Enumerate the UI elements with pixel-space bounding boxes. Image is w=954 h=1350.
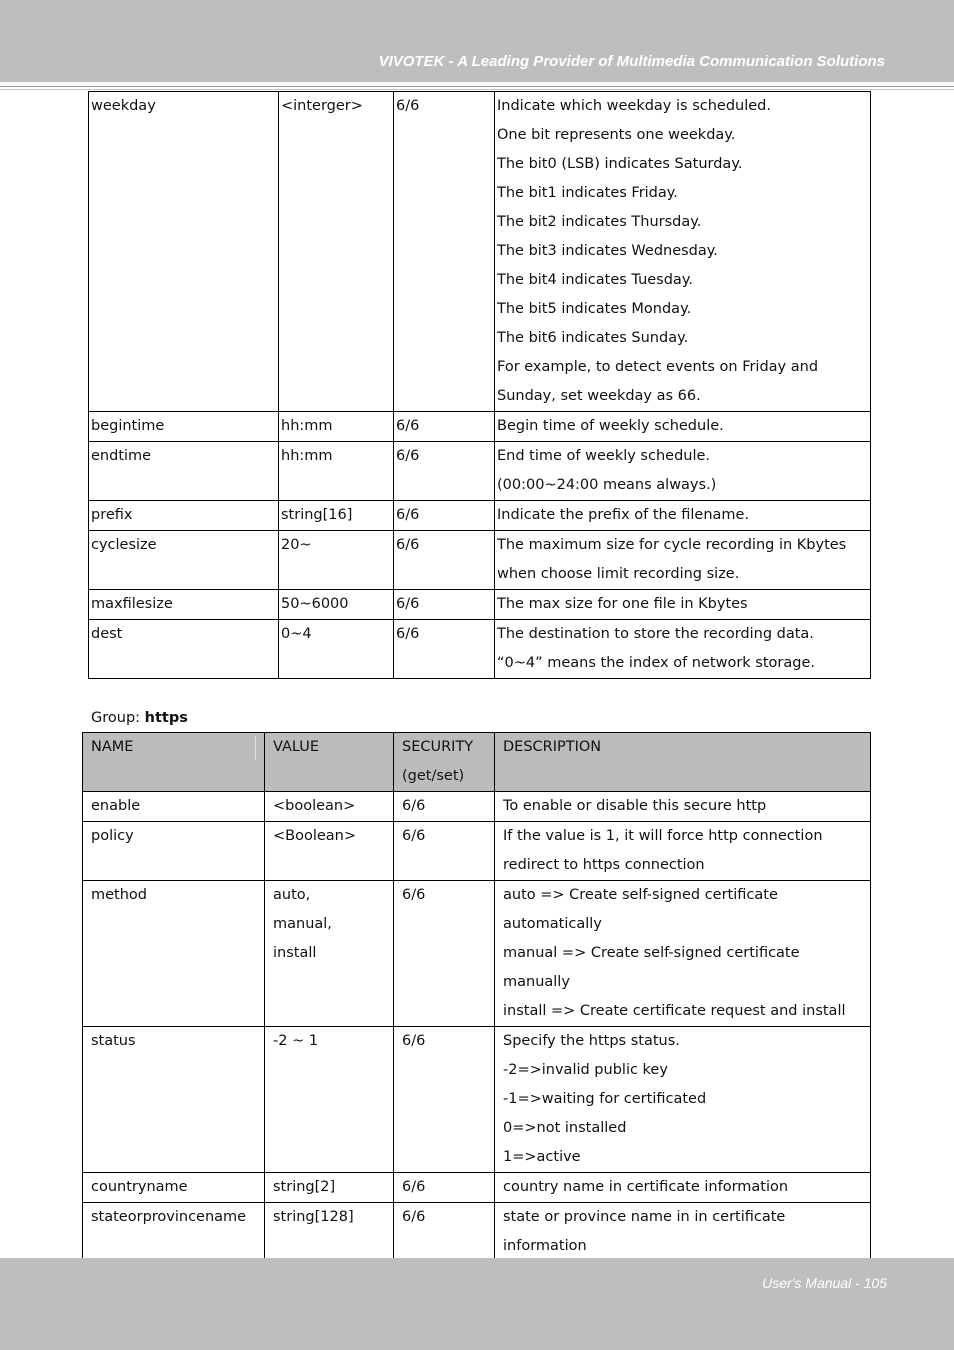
cell-name xyxy=(83,792,265,822)
cell-name xyxy=(89,590,279,620)
cell-security xyxy=(394,792,495,822)
group-name: https xyxy=(144,710,188,726)
cell-name-text: enable xyxy=(91,798,141,814)
cell-security-text: 6/6 xyxy=(396,596,420,612)
cell-description-text: “0~4” means the index of network storage. xyxy=(497,655,815,671)
cell-security xyxy=(394,92,495,412)
cell-description xyxy=(495,1203,871,1262)
cell-description-text: One bit represents one weekday. xyxy=(497,127,736,143)
header-divider-secondary xyxy=(0,89,954,90)
cell-description xyxy=(495,501,871,531)
cell-value-text: auto, xyxy=(273,887,311,903)
cell-security-text: 6/6 xyxy=(396,418,420,434)
cell-security-text: 6/6 xyxy=(396,537,420,553)
cell-description-text: The destination to store the recording data. xyxy=(497,626,814,642)
table-row xyxy=(89,442,871,501)
cell-security-text: 6/6 xyxy=(402,1209,426,1225)
cell-security xyxy=(394,620,495,679)
table-row xyxy=(89,501,871,531)
cell-security xyxy=(394,590,495,620)
cell-value-text: string[2] xyxy=(273,1179,336,1195)
cell-description xyxy=(495,881,871,1027)
header-title: VIVOTEK - A Leading Provider of Multimedia Communication Solutions xyxy=(378,53,885,70)
cell-security xyxy=(394,1203,495,1262)
cell-value xyxy=(265,881,394,1027)
table-row xyxy=(83,1203,871,1262)
table-row xyxy=(89,412,871,442)
cell-description-text: Indicate which weekday is scheduled. xyxy=(497,98,771,114)
cell-security-text: 6/6 xyxy=(396,98,420,114)
cell-description-text: manual => Create self-signed certificate xyxy=(503,945,800,961)
cell-description xyxy=(495,92,871,412)
cell-value xyxy=(265,1027,394,1173)
cell-name-text: maxfilesize xyxy=(91,596,173,612)
parameter-table-https xyxy=(82,732,871,1262)
cell-name-text: dest xyxy=(91,626,123,642)
group-label xyxy=(91,705,188,731)
cell-name-text: endtime xyxy=(91,448,152,464)
cell-description-text: -1=>waiting for certificated xyxy=(503,1091,707,1107)
cell-security xyxy=(394,1173,495,1203)
cell-description-text: The maximum size for cycle recording in Kbytes xyxy=(497,537,847,553)
cell-name-text: prefix xyxy=(91,507,133,523)
cell-name-text: weekday xyxy=(91,98,156,114)
cell-description-text: End time of weekly schedule. xyxy=(497,448,711,464)
cell-security xyxy=(394,501,495,531)
cell-description-text: The bit6 indicates Sunday. xyxy=(497,330,689,346)
cell-description-text: The bit0 (LSB) indicates Saturday. xyxy=(497,156,743,172)
page-number: User's Manual - 105 xyxy=(762,1275,887,1291)
cell-name xyxy=(83,1173,265,1203)
cell-value xyxy=(279,442,394,501)
cell-security xyxy=(394,1027,495,1173)
cell-value xyxy=(265,822,394,881)
cell-description-text: The max size for one file in Kbytes xyxy=(497,596,748,612)
cell-description-text: automatically xyxy=(503,916,602,932)
header-security: SECURITY (get/set) xyxy=(394,733,495,792)
cell-description xyxy=(495,531,871,590)
cell-security xyxy=(394,881,495,1027)
cell-value-text: string[16] xyxy=(281,507,353,523)
cell-description-text: information xyxy=(503,1238,587,1254)
cell-name-text: cyclesize xyxy=(91,537,157,553)
parameter-table-recording xyxy=(88,91,871,679)
cell-description-text: For example, to detect events on Friday and xyxy=(497,359,819,375)
cell-value-text: hh:mm xyxy=(281,418,333,434)
cell-description-text: 1=>active xyxy=(503,1149,581,1165)
cell-name-text: method xyxy=(91,887,147,903)
cell-description-text: To enable or disable this secure http xyxy=(503,798,767,814)
cell-value-text: install xyxy=(273,945,317,961)
cell-security-text: 6/6 xyxy=(396,448,420,464)
header-divider xyxy=(0,86,954,87)
cell-security-text: 6/6 xyxy=(402,887,426,903)
cell-description-text: when choose limit recording size. xyxy=(497,566,740,582)
cell-security-text: 6/6 xyxy=(402,1179,426,1195)
header-value: VALUE xyxy=(265,733,394,792)
cell-value-text: <boolean> xyxy=(273,798,356,814)
cell-value-text: manual, xyxy=(273,916,332,932)
table-row xyxy=(83,822,871,881)
cell-name-text: begintime xyxy=(91,418,165,434)
cell-description-text: install => Create certificate request and install xyxy=(503,1003,846,1019)
cell-security-text: 6/6 xyxy=(396,626,420,642)
cell-name xyxy=(83,1203,265,1262)
cell-description-text: state or province name in in certificate xyxy=(503,1209,786,1225)
cell-description xyxy=(495,412,871,442)
cell-description-text: The bit2 indicates Thursday. xyxy=(497,214,702,230)
cell-security-text: 6/6 xyxy=(402,1033,426,1049)
cell-description-text: auto => Create self-signed certificate xyxy=(503,887,778,903)
cell-description-text: manually xyxy=(503,974,570,990)
table-row xyxy=(89,620,871,679)
header-name: NAME xyxy=(83,733,265,792)
table-row xyxy=(89,92,871,412)
cell-value xyxy=(279,92,394,412)
cell-value xyxy=(279,501,394,531)
cell-description-text: Begin time of weekly schedule. xyxy=(497,418,724,434)
cell-description-text: If the value is 1, it will force http connection xyxy=(503,828,823,844)
cell-description xyxy=(495,620,871,679)
cell-description xyxy=(495,590,871,620)
cell-name-text: status xyxy=(91,1033,136,1049)
cell-description-text: redirect to https connection xyxy=(503,857,705,873)
cell-name xyxy=(83,822,265,881)
cell-value-text: -2 ~ 1 xyxy=(273,1033,319,1049)
cell-value xyxy=(279,620,394,679)
cell-description-text: Specify the https status. xyxy=(503,1033,680,1049)
cell-security xyxy=(394,822,495,881)
cell-name xyxy=(83,1027,265,1173)
cell-description-text: -2=>invalid public key xyxy=(503,1062,668,1078)
cell-description-text: Sunday, set weekday as 66. xyxy=(497,388,701,404)
cell-description-text: The bit3 indicates Wednesday. xyxy=(497,243,718,259)
cell-name xyxy=(89,531,279,590)
cell-security xyxy=(394,412,495,442)
table-row xyxy=(83,1027,871,1173)
cell-name-text: countryname xyxy=(91,1179,188,1195)
cell-description-text: The bit4 indicates Tuesday. xyxy=(497,272,693,288)
cell-value-text: string[128] xyxy=(273,1209,354,1225)
table-row xyxy=(89,590,871,620)
group-prefix: Group: xyxy=(91,710,141,726)
table-row xyxy=(83,1173,871,1203)
cell-value xyxy=(265,792,394,822)
cell-value-text: <interger> xyxy=(281,98,363,114)
cell-name-text: stateorprovincename xyxy=(91,1209,247,1225)
cell-value xyxy=(265,1173,394,1203)
cell-name-text: policy xyxy=(91,828,134,844)
cell-value-text: <Boolean> xyxy=(273,828,357,844)
cell-security-text: 6/6 xyxy=(402,828,426,844)
header-description: DESCRIPTION xyxy=(495,733,871,792)
cell-description-text: The bit5 indicates Monday. xyxy=(497,301,692,317)
table-row xyxy=(83,792,871,822)
cell-description xyxy=(495,1173,871,1203)
cell-value xyxy=(265,1203,394,1262)
cell-security-text: 6/6 xyxy=(402,798,426,814)
cell-description xyxy=(495,442,871,501)
cell-value xyxy=(279,412,394,442)
cell-value-text: 20~ xyxy=(281,537,312,553)
cell-value-text: 0~4 xyxy=(281,626,312,642)
cell-value-text: hh:mm xyxy=(281,448,333,464)
page-footer xyxy=(0,1258,954,1350)
cell-name xyxy=(89,412,279,442)
cell-description xyxy=(495,792,871,822)
cell-value-text: 50~6000 xyxy=(281,596,349,612)
cell-value xyxy=(279,531,394,590)
cell-description-text: The bit1 indicates Friday. xyxy=(497,185,678,201)
table-row xyxy=(83,881,871,1027)
page-header xyxy=(0,0,954,82)
cell-security xyxy=(394,442,495,501)
cell-description-text: country name in certificate information xyxy=(503,1179,789,1195)
cell-name xyxy=(89,501,279,531)
cell-name xyxy=(89,442,279,501)
cell-name xyxy=(89,92,279,412)
header-cell-divider xyxy=(255,736,256,760)
cell-description-text: (00:00~24:00 means always.) xyxy=(497,477,717,493)
cell-name xyxy=(83,881,265,1027)
cell-description xyxy=(495,1027,871,1173)
cell-value xyxy=(279,590,394,620)
table-row xyxy=(89,531,871,590)
cell-description-text: Indicate the prefix of the filename. xyxy=(497,507,750,523)
cell-security-text: 6/6 xyxy=(396,507,420,523)
cell-description-text: 0=>not installed xyxy=(503,1120,627,1136)
cell-name xyxy=(89,620,279,679)
table-header-row xyxy=(83,733,871,792)
cell-security xyxy=(394,531,495,590)
cell-description xyxy=(495,822,871,881)
